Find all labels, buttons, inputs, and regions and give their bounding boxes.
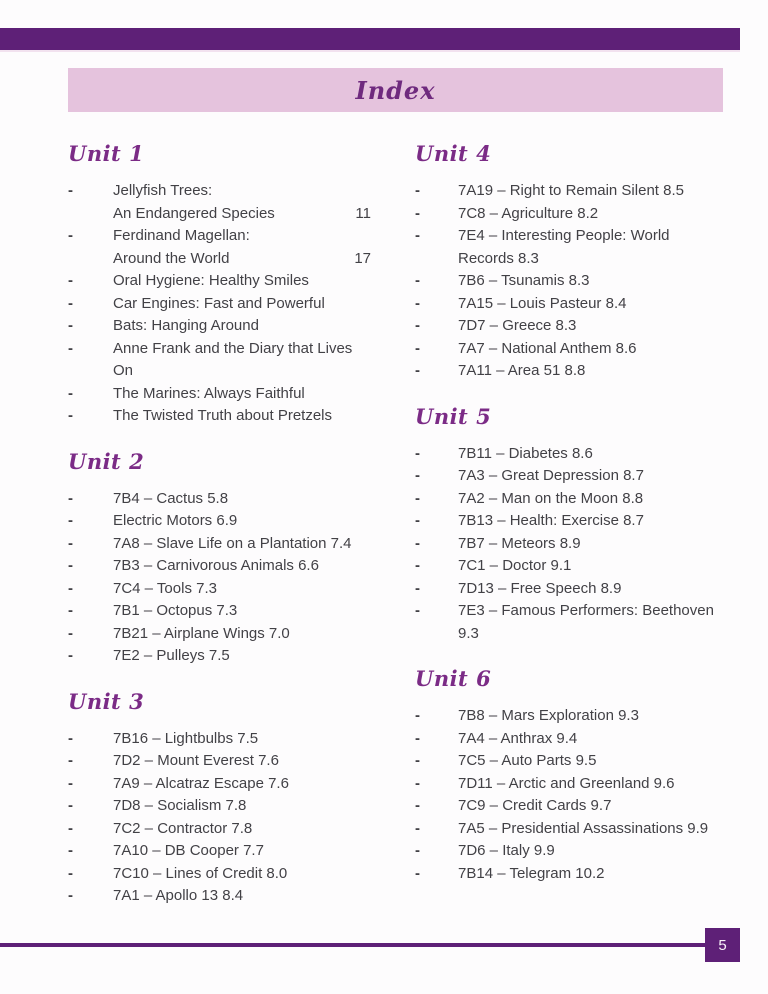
- entry-body: Car Engines: Fast and Powerful: [113, 294, 325, 312]
- dash-bullet-icon: -: [415, 362, 420, 379]
- page-title-banner: [68, 68, 723, 112]
- entry-page-number: 17: [354, 249, 371, 267]
- entry-body: 7A8 – Slave Life on a Plantation 7.4: [113, 534, 352, 552]
- dash-bullet-icon: -: [68, 624, 73, 642]
- index-entry: [68, 600, 395, 623]
- entry-body: 7B11 – Diabetes 8.6: [458, 444, 593, 462]
- entry-body: 7A3 – Great Depression 8.7: [458, 467, 644, 484]
- index-entry: [68, 383, 395, 406]
- entry-body: The Twisted Truth about Pretzels: [113, 407, 333, 424]
- index-entry: [68, 405, 395, 428]
- entry-body: 7A5 – Presidential Assassinations 9.9: [458, 819, 709, 837]
- dash-bullet-icon: -: [68, 407, 73, 424]
- index-entry: [415, 795, 748, 818]
- index-entry: [415, 338, 748, 361]
- index-entry: [415, 578, 748, 601]
- dash-bullet-icon: -: [415, 489, 420, 507]
- dash-bullet-icon: -: [68, 602, 73, 619]
- unit-heading: Unit 1: [68, 141, 145, 166]
- unit-heading: Unit 4: [415, 141, 492, 166]
- entry-body: 7B3 – Carnivorous Animals 6.6: [113, 557, 319, 574]
- entry-text-line2: [113, 248, 371, 271]
- index-entry: [415, 203, 748, 226]
- index-entry: [415, 533, 748, 556]
- index-entry: [415, 488, 748, 511]
- index-entry: [415, 818, 748, 841]
- index-entry: [68, 488, 395, 511]
- index-entry: [68, 293, 395, 316]
- entry-body: 7A2 – Man on the Moon 8.8: [458, 489, 644, 507]
- dash-bullet-icon: -: [68, 887, 73, 904]
- dash-bullet-icon: -: [415, 467, 420, 484]
- dash-bullet-icon: -: [68, 512, 73, 529]
- unit-list: [415, 443, 748, 646]
- dash-bullet-icon: -: [68, 182, 73, 199]
- entry-body: 7C4 – Tools 7.3: [113, 579, 217, 597]
- index-entry: [68, 728, 395, 751]
- index-entry: [415, 315, 748, 338]
- unit-heading: Unit 5: [415, 403, 492, 429]
- entry-text-line2: [113, 203, 371, 226]
- entry-body: 7C8 – Agriculture 8.2: [458, 204, 599, 222]
- dash-bullet-icon: -: [415, 752, 420, 769]
- dash-bullet-icon: -: [415, 534, 420, 552]
- index-entry: [68, 750, 395, 773]
- index-entry: [415, 863, 748, 886]
- dash-bullet-icon: -: [415, 512, 420, 529]
- dash-bullet-icon: -: [68, 227, 73, 244]
- top-accent-bar: [0, 28, 740, 52]
- dash-bullet-icon: -: [68, 647, 73, 664]
- entry-text: An Endangered Species: [113, 204, 275, 222]
- index-entry: [68, 645, 395, 668]
- entry-body: The Marines: Always Faithful: [113, 384, 305, 402]
- index-entry: [68, 338, 395, 383]
- entry-body: [113, 225, 371, 270]
- index-entry: [68, 510, 395, 533]
- dash-bullet-icon: -: [68, 729, 73, 747]
- index-entry: [68, 885, 395, 908]
- index-entry: [68, 225, 395, 270]
- unit-heading: Unit 6: [415, 666, 492, 691]
- dash-bullet-icon: -: [415, 444, 420, 462]
- entry-body: 7E4 – Interesting People: World Records 8.3: [458, 227, 670, 267]
- entry-body: 7C9 – Credit Cards 9.7: [458, 797, 612, 814]
- entry-body: 7B13 – Health: Exercise 8.7: [458, 512, 644, 529]
- dash-bullet-icon: -: [68, 339, 73, 357]
- index-entry: [415, 600, 748, 645]
- index-entry: [415, 705, 748, 728]
- dash-bullet-icon: -: [415, 272, 420, 289]
- unit-heading: Unit 2: [68, 448, 145, 474]
- dash-bullet-icon: -: [68, 797, 73, 814]
- entry-body: 7D11 – Arctic and Greenland 9.6: [458, 774, 675, 792]
- dash-bullet-icon: -: [415, 182, 420, 199]
- index-entry: [415, 360, 748, 383]
- entry-body: 7D8 – Socialism 7.8: [113, 797, 247, 814]
- entry-body: [113, 180, 371, 225]
- entry-body: 7A10 – DB Cooper 7.7: [113, 842, 264, 859]
- dash-bullet-icon: -: [415, 819, 420, 837]
- index-entry: [415, 773, 748, 796]
- entry-body: 7A1 – Apollo 13 8.4: [113, 887, 244, 904]
- dash-bullet-icon: -: [415, 602, 420, 619]
- index-entry: [68, 840, 395, 863]
- dash-bullet-icon: -: [68, 557, 73, 574]
- dash-bullet-icon: -: [415, 294, 420, 312]
- entry-body: 7C1 – Doctor 9.1: [458, 557, 572, 574]
- dash-bullet-icon: -: [68, 752, 73, 769]
- dash-bullet-icon: -: [415, 774, 420, 792]
- index-entry: [415, 750, 748, 773]
- entry-body: 7B7 – Meteors 8.9: [458, 534, 581, 552]
- entry-text: Around the World: [113, 249, 230, 267]
- dash-bullet-icon: -: [68, 294, 73, 312]
- entry-body: 7E2 – Pulleys 7.5: [113, 647, 230, 664]
- entry-body: 7A19 – Right to Remain Silent 8.5: [458, 182, 684, 199]
- index-entry: [68, 180, 395, 225]
- index-entry: [68, 315, 395, 338]
- dash-bullet-icon: -: [68, 534, 73, 552]
- dash-bullet-icon: -: [68, 864, 73, 882]
- index-entry: [68, 533, 395, 556]
- entry-body: 7D13 – Free Speech 8.9: [458, 579, 622, 597]
- entry-body: 7A11 – Area 51 8.8: [458, 362, 586, 379]
- dash-bullet-icon: -: [68, 579, 73, 597]
- entry-page-number: 11: [355, 204, 371, 222]
- entry-body: 7A9 – Alcatraz Escape 7.6: [113, 774, 289, 792]
- dash-bullet-icon: -: [68, 317, 73, 334]
- index-entry: [68, 578, 395, 601]
- index-entry: [415, 840, 748, 863]
- dash-bullet-icon: -: [415, 227, 420, 244]
- dash-bullet-icon: -: [68, 272, 73, 289]
- dash-bullet-icon: -: [415, 864, 420, 882]
- unit-heading: Unit 3: [68, 688, 145, 714]
- index-column-left: [68, 140, 395, 928]
- entry-body: 7B6 – Tsunamis 8.3: [458, 272, 590, 289]
- entry-body: 7B4 – Cactus 5.8: [113, 489, 229, 507]
- entry-body: 7C5 – Auto Parts 9.5: [458, 752, 597, 769]
- entry-body: 7A7 – National Anthem 8.6: [458, 339, 637, 357]
- page-title: Index: [355, 75, 436, 105]
- index-entry: [415, 180, 748, 203]
- dash-bullet-icon: -: [68, 774, 73, 792]
- dash-bullet-icon: -: [68, 819, 73, 837]
- index-content: [68, 140, 748, 928]
- index-entry: [415, 510, 748, 533]
- dash-bullet-icon: -: [68, 384, 73, 402]
- index-entry: [415, 293, 748, 316]
- entry-body: Bats: Hanging Around: [113, 317, 259, 334]
- dash-bullet-icon: -: [68, 842, 73, 859]
- entry-text: Ferdinand Magellan:: [113, 227, 250, 244]
- entry-body: 7B8 – Mars Exploration 9.3: [458, 707, 639, 724]
- index-entry: [68, 795, 395, 818]
- entry-body: 7D7 – Greece 8.3: [458, 317, 577, 334]
- entry-body: Anne Frank and the Diary that Lives On: [113, 339, 353, 379]
- entry-body: 7E3 – Famous Performers: Beethoven 9.3: [458, 602, 714, 642]
- page-number-badge: [705, 928, 740, 962]
- entry-body: 7B16 – Lightbulbs 7.5: [113, 729, 259, 747]
- dash-bullet-icon: -: [415, 204, 420, 222]
- dash-bullet-icon: -: [415, 317, 420, 334]
- index-entry: [415, 443, 748, 466]
- index-entry: [415, 728, 748, 751]
- dash-bullet-icon: -: [415, 579, 420, 597]
- index-column-right: [415, 140, 748, 928]
- unit-list: [68, 728, 395, 908]
- entry-body: 7B21 – Airplane Wings 7.0: [113, 624, 290, 642]
- entry-body: 7C10 – Lines of Credit 8.0: [113, 864, 288, 882]
- entry-body: 7C2 – Contractor 7.8: [113, 819, 253, 837]
- index-entry: [68, 818, 395, 841]
- index-entry: [415, 225, 748, 270]
- dash-bullet-icon: -: [415, 339, 420, 357]
- index-entry: [68, 555, 395, 578]
- page-number: 5: [718, 936, 727, 954]
- dash-bullet-icon: -: [415, 707, 420, 724]
- dash-bullet-icon: -: [68, 489, 73, 507]
- unit-list: [68, 488, 395, 668]
- entry-body: 7A4 – Anthrax 9.4: [458, 729, 578, 747]
- unit-list: [415, 180, 748, 383]
- dash-bullet-icon: -: [415, 797, 420, 814]
- dash-bullet-icon: -: [415, 842, 420, 859]
- entry-body: 7D6 – Italy 9.9: [458, 842, 555, 859]
- index-entry: [68, 863, 395, 886]
- index-entry: [68, 270, 395, 293]
- footer-accent-line: [0, 943, 706, 947]
- index-entry: [415, 555, 748, 578]
- unit-list: [415, 705, 748, 885]
- entry-body: 7B14 – Telegram 10.2: [458, 864, 605, 882]
- index-entry: [68, 623, 395, 646]
- entry-body: 7B1 – Octopus 7.3: [113, 602, 238, 619]
- index-entry: [415, 270, 748, 293]
- dash-bullet-icon: -: [415, 729, 420, 747]
- index-entry: [68, 773, 395, 796]
- dash-bullet-icon: -: [415, 557, 420, 574]
- entry-body: Electric Motors 6.9: [113, 512, 238, 529]
- unit-list: [68, 180, 395, 428]
- entry-text: Jellyfish Trees:: [113, 182, 213, 199]
- entry-body: Oral Hygiene: Healthy Smiles: [113, 272, 309, 289]
- entry-body: 7A15 – Louis Pasteur 8.4: [458, 294, 627, 312]
- index-entry: [415, 465, 748, 488]
- entry-body: 7D2 – Mount Everest 7.6: [113, 752, 279, 769]
